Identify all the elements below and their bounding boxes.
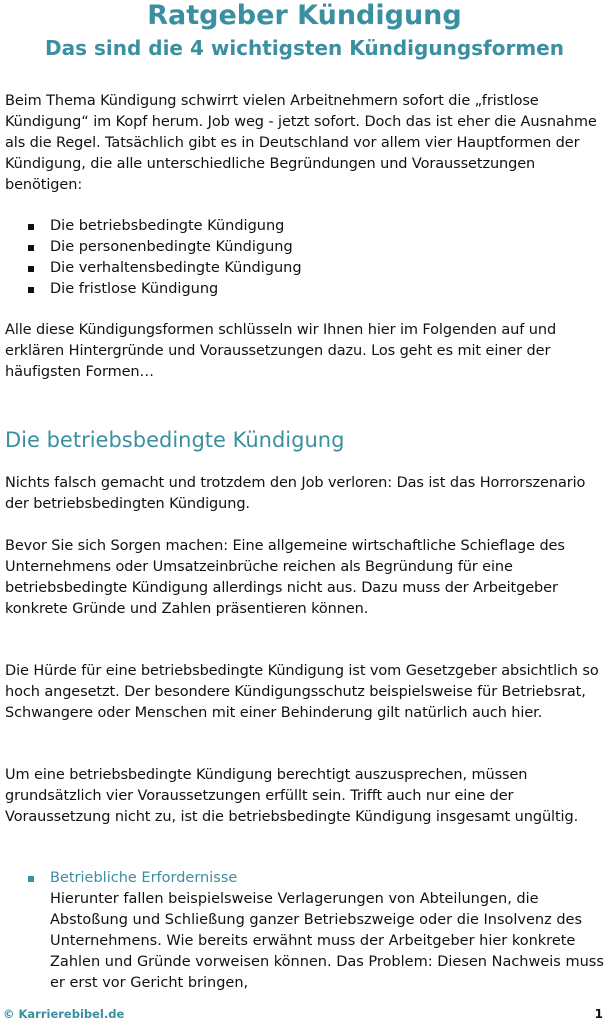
forms-list	[27, 216, 587, 300]
document-title: Ratgeber Kündigung	[147, 0, 462, 31]
list-item-label: Die fristlose Kündigung	[50, 281, 219, 297]
requirement-heading: Betriebliche Erfordernisse	[50, 870, 238, 886]
section-paragraph-4: Um eine betriebsbedingte Kündigung berechtigt auszusprechen, müssen grundsätzlich vier Voraussetzungen erfüllt sein. Trifft auch nur eine der Voraussetzung nicht zu, ist die betriebsbedingte Kündigung insgesamt ungültig.	[5, 767, 579, 825]
footer-source: © Karrierebibel.de	[3, 1007, 125, 1021]
list-item-label: Die verhaltensbedingte Kündigung	[50, 260, 302, 276]
square-bullet-icon	[28, 224, 34, 230]
section-heading: Die betriebsbedingte Kündigung	[5, 428, 345, 452]
list-item	[27, 279, 587, 300]
list-item	[27, 216, 587, 237]
requirement-text: Hierunter fallen beispielsweise Verlagerungen von Abteilungen, die Abstoßung und Schließung ganzer Betriebszweige oder die Insolvenz des Unternehmens. Wie bereits erwähnt muss der Arbeitgeber hier konkrete Zahlen und Gründe vorweisen können. Das Problem: Diesen Nachweis muss er erst vor Gericht bringen,	[50, 891, 604, 991]
requirement-item	[27, 868, 605, 994]
outro-paragraph: Alle diese Kündigungsformen schlüsseln wir Ihnen hier im Folgenden auf und erklären Hintergründe und Voraussetzungen dazu. Los geht es mit einer der häufigsten Formen…	[5, 322, 557, 380]
list-item	[27, 237, 587, 258]
page-number: 1	[594, 1007, 603, 1021]
square-bullet-icon	[28, 245, 34, 251]
intro-paragraph: Beim Thema Kündigung schwirrt vielen Arbeitnehmern sofort die „fristlose Kündigung“ im Kopf herum. Job weg - jetzt sofort. Doch das ist eher die Ausnahme als die Regel. Tatsächlich gibt es in Deutschland vor allem vier Hauptformen der Kündigung, die alle unterschiedliche Begründungen und Voraussetzungen benötigen:	[5, 93, 597, 193]
square-bullet-icon	[28, 287, 34, 293]
section-paragraph-2: Bevor Sie sich Sorgen machen: Eine allgemeine wirtschaftliche Schieflage des Unternehmens oder Umsatzeinbrüche reichen als Begründung für eine betriebsbedingte Kündigung allerdings nicht aus. Dazu muss der Arbeitgeber konkrete Gründe und Zahlen präsentieren können.	[5, 538, 565, 617]
square-bullet-icon	[28, 876, 34, 882]
list-item-label: Die betriebsbedingte Kündigung	[50, 218, 285, 234]
square-bullet-icon	[28, 266, 34, 272]
list-item-label: Die personenbedingte Kündigung	[50, 239, 293, 255]
section-paragraph-1: Nichts falsch gemacht und trotzdem den Job verloren: Das ist das Horrorszenario der betriebsbedingten Kündigung.	[5, 475, 586, 512]
section-paragraph-3: Die Hürde für eine betriebsbedingte Kündigung ist vom Gesetzgeber absichtlich so hoch angesetzt. Der besondere Kündigungsschutz beispielsweise für Betriebsrat, Schwangere oder Menschen mit einer Behinderung gilt natürlich auch hier.	[5, 663, 599, 721]
list-item	[27, 258, 587, 279]
document-subtitle: Das sind die 4 wichtigsten Kündigungsformen	[45, 36, 564, 60]
